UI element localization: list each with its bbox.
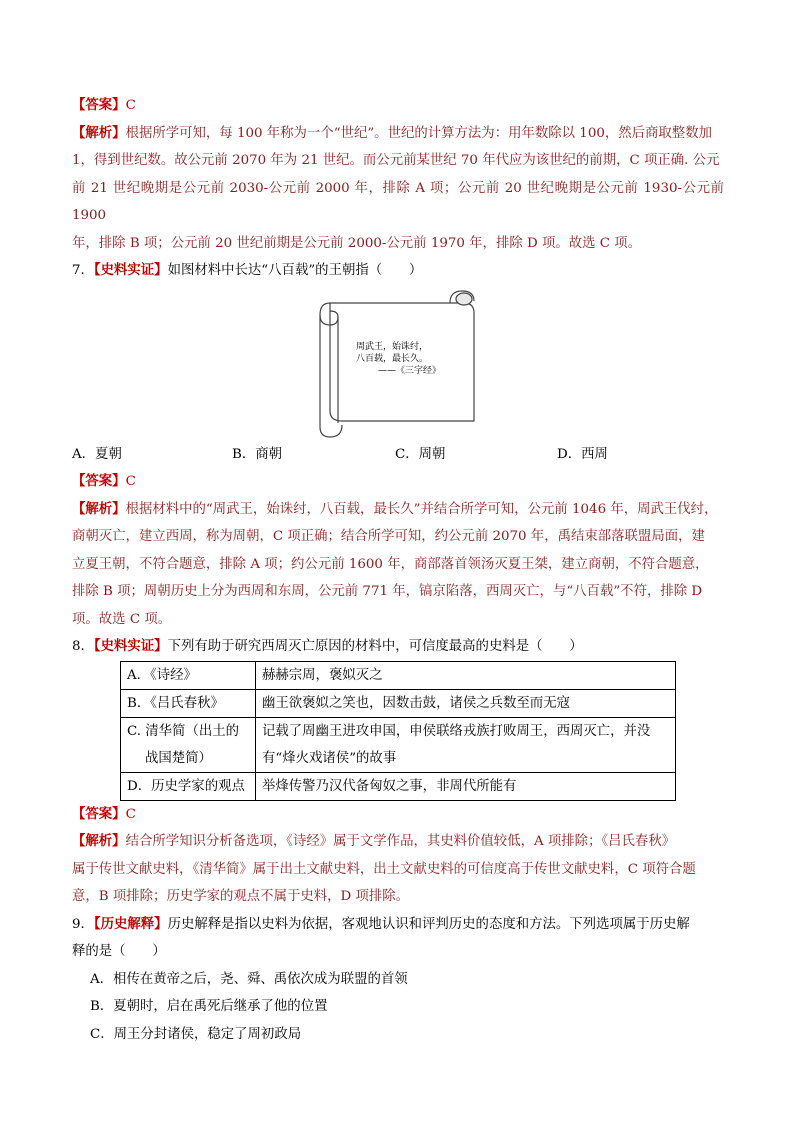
table-row	[121, 661, 676, 689]
table-row	[121, 717, 676, 772]
cell-text: B．《吕氏春秋》	[127, 695, 224, 711]
analysis-line: 根据材料中的“周武王，始诛纣，八百载，最长久”并结合所学可知，公元前 1046 年，周武王伐纣，	[125, 501, 718, 517]
analysis-line: 前 21 世纪晚期是公元前 2030-公元前 2000 年，排除 A 项；公元前 20 世纪晚期是公元前 1930-公元前 1900	[72, 180, 724, 223]
question-text: 如图材料中长达“八百载”的王朝指（ ）	[167, 263, 423, 278]
analysis-line: 立夏王朝，不符合题意，排除 A 项；约公元前 1600 年，商部落首领汤灭夏王桀，建立商朝，不符合题意，	[72, 556, 709, 572]
option-a: A．夏朝	[72, 446, 122, 462]
cell-text: 幽王欲褒姒之笑也，因数击鼓，诸侯之兵数至而无寇	[262, 695, 570, 711]
cell-text: 有“烽火戏诸侯”的故事	[262, 750, 397, 766]
analysis-tag: 【解析】	[72, 833, 126, 849]
q8-stem	[72, 633, 724, 661]
content-cell	[256, 772, 676, 800]
cell-text: 举烽传警乃汉代备匈奴之事，非周代所能有	[262, 778, 517, 794]
question-number: 7．	[72, 263, 94, 278]
cell-text: 记载了周幽王进攻申国，申侯联络戎族打败周王，西周灭亡，并没	[262, 723, 651, 739]
question-text: 释的是（ ）	[72, 944, 166, 959]
answer-value: C	[125, 474, 136, 489]
table-row	[121, 689, 676, 717]
scroll-line: ——《三字经》	[378, 365, 442, 376]
analysis-line: 意，B 项排除；历史学家的观点不属于史料，D 项排除。	[72, 889, 410, 904]
question-number: 8．	[72, 639, 94, 654]
source-cell	[121, 772, 256, 800]
cell-text: D．历史学家的观点	[127, 778, 245, 794]
analysis-line: 项。故选 C 项。	[72, 611, 172, 627]
analysis-line: 属于传世文献史料，《清华简》属于出土文献史料，出土文献史料的可信度高于传世文献史料，C 项符合题	[72, 861, 696, 877]
q6-answer	[72, 92, 724, 120]
q9-options	[72, 966, 724, 1049]
analysis-line: 商朝灭亡，建立西周，称为周朝，C 项正确；结合所学可知，约公元前 2070 年，禹结束部落联盟局面，建	[72, 529, 705, 544]
source-cell	[121, 717, 256, 772]
option-c: C．周朝	[395, 446, 446, 462]
question-tag: 【历史解释】	[93, 915, 168, 932]
scroll-line: 八百载，最长久。	[356, 353, 429, 364]
option-b: B．夏朝时，启在禹死后继承了他的位置	[90, 999, 328, 1014]
analysis-line: 根据所学可知，每 100 年称为一个“世纪”。世纪的计算方法为：用年数除以 100，然后商取整数加	[125, 125, 712, 141]
q8-answer	[72, 801, 724, 829]
scroll-figure	[72, 289, 724, 441]
answer-tag: 【答案】	[72, 97, 126, 113]
option-d: D．西周	[557, 446, 608, 462]
q9-stem	[72, 911, 724, 966]
q7-answer	[72, 468, 724, 496]
question-text: 下列有助于研究西周灭亡原因的材料中，可信度最高的史料是（ ）	[167, 639, 583, 654]
answer-value: C	[125, 98, 136, 113]
analysis-line: 排除 B 项；周朝历史上分为西周和东周，公元前 771 年，镐京陷落，西周灭亡，与“八百载”不符，排除 D	[72, 584, 703, 599]
question-tag: 【史料实证】	[93, 638, 168, 654]
table-row	[121, 772, 676, 800]
content-cell	[256, 689, 676, 717]
option-c: C．周王分封诸侯，稳定了周初政局	[90, 1026, 302, 1042]
analysis-tag: 【解析】	[72, 124, 126, 141]
cell-text: 战国楚简）	[145, 750, 212, 766]
q7-analysis	[72, 496, 724, 634]
source-cell	[121, 661, 256, 689]
content-cell	[256, 661, 676, 689]
question-tag: 【史料实证】	[93, 262, 168, 278]
q7-stem	[72, 257, 724, 285]
answer-tag: 【答案】	[72, 805, 126, 822]
scroll-text	[356, 341, 441, 377]
cell-text: 赫赫宗周，褒姒灭之	[262, 667, 383, 683]
q8-analysis	[72, 828, 724, 911]
question-text: 历史解释是指以史料为依据，客观地认识和评判历史的态度和方法。下列选项属于历史解	[167, 916, 690, 932]
scroll-line: 周武王，始诛纣，	[356, 341, 429, 352]
cell-text: A．《诗经》	[127, 667, 197, 683]
content-cell	[256, 717, 676, 772]
source-table	[120, 661, 676, 801]
question-number: 9．	[72, 916, 94, 932]
analysis-tag: 【解析】	[72, 500, 126, 517]
cell-text: C. 清华简（出土的	[127, 723, 240, 739]
analysis-line: 年，排除 B 项；公元前 20 世纪前期是公元前 2000-公元前 1970 年，排除 D 项。故选 C 项。	[72, 235, 642, 251]
analysis-line: 结合所学知识分析备选项，《诗经》属于文学作品，其史料价值较低，A 项排除；《吕氏春秋》	[125, 834, 676, 849]
source-cell	[121, 689, 256, 717]
answer-tag: 【答案】	[72, 473, 126, 489]
answer-value: C	[125, 806, 136, 822]
q7-options	[72, 441, 724, 469]
document-page	[72, 92, 724, 1048]
option-a: A．相传在黄帝之后，尧、舜、禹依次成为联盟的首领	[90, 971, 408, 987]
q6-analysis	[72, 120, 724, 258]
analysis-line: 1，得到世纪数。故公元前 2070 年为 21 世纪。而公元前某世纪 70 年代应为该世纪的前期，C 项正确. 公元	[72, 153, 720, 168]
option-b: B．商朝	[232, 446, 283, 462]
